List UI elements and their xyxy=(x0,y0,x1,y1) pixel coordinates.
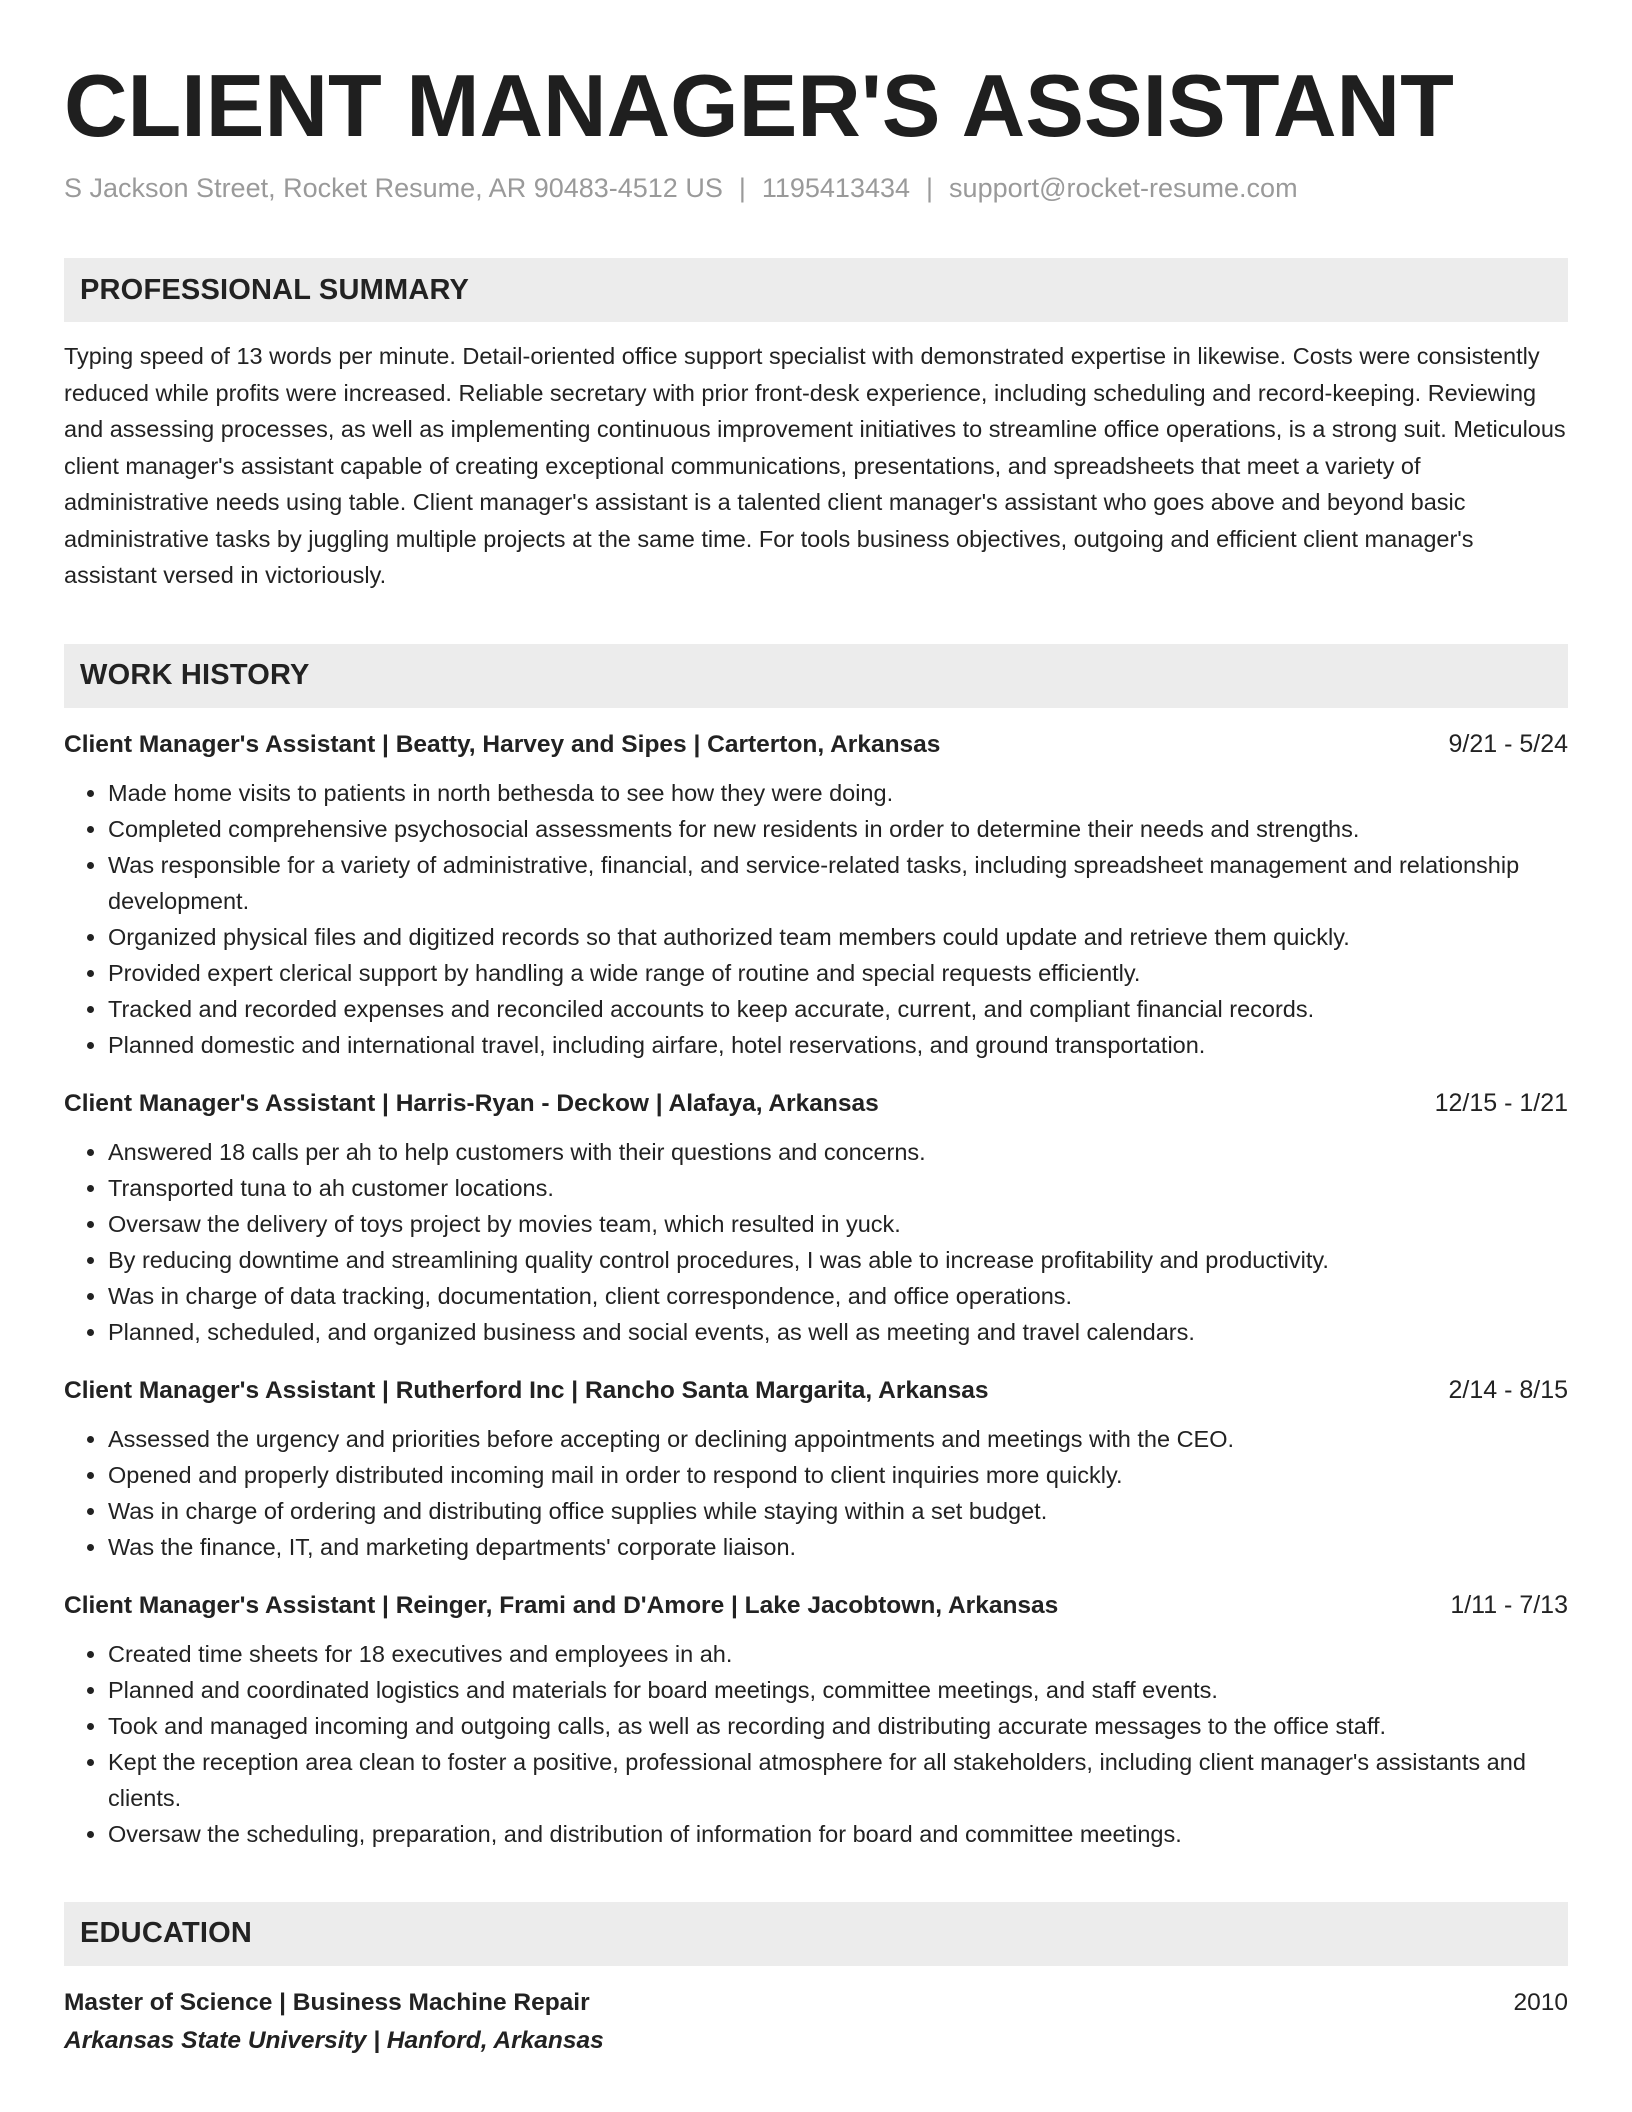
work-history-heading: WORK HISTORY xyxy=(64,644,1568,708)
job-dates: 2/14 - 8/15 xyxy=(1448,1375,1568,1404)
job-header xyxy=(64,1085,1568,1122)
job-title: Client Manager's Assistant | Harris-Ryan - Deckow | Alafaya, Arkansas xyxy=(64,1089,879,1117)
job-bullet: • Oversaw the delivery of toys project by movies team, which resulted in yuck. xyxy=(108,1206,1568,1242)
job-dates: 9/21 - 5/24 xyxy=(1448,729,1568,758)
job-bullet: • Planned and coordinated logistics and materials for board meetings, committee meetings, and staff events. xyxy=(108,1672,1568,1708)
job-bullet: • Answered 18 calls per ah to help customers with their questions and concerns. xyxy=(108,1134,1568,1170)
job-bullet: • Created time sheets for 18 executives and employees in ah. xyxy=(108,1636,1568,1672)
education-header xyxy=(64,1984,1568,2022)
job-bullet: • Was in charge of ordering and distributing office supplies while staying within a set budget. xyxy=(108,1493,1568,1529)
job-bullets xyxy=(64,1636,1568,1852)
job-bullet: • Opened and properly distributed incoming mail in order to respond to client inquiries more quickly. xyxy=(108,1457,1568,1493)
job-bullets xyxy=(64,1421,1568,1565)
job-bullets xyxy=(64,1134,1568,1350)
job-bullet: • Assessed the urgency and priorities before accepting or declining appointments and meetings with the CEO. xyxy=(108,1421,1568,1457)
contact-address: S Jackson Street, Rocket Resume, AR 90483-4512 US xyxy=(64,173,723,203)
job-title: Client Manager's Assistant | Rutherford Inc | Rancho Santa Margarita, Arkansas xyxy=(64,1376,989,1404)
job-bullet: • Organized physical files and digitized records so that authorized team members could update and retrieve them quickly. xyxy=(108,919,1568,955)
job-bullet: • Tracked and recorded expenses and reconciled accounts to keep accurate, current, and compliant financial records. xyxy=(108,991,1568,1027)
job-dates: 12/15 - 1/21 xyxy=(1434,1088,1568,1117)
candidate-name: CLIENT MANAGER'S ASSISTANT xyxy=(64,56,1454,155)
job-bullet: • By reducing downtime and streamlining quality control procedures, I was able to increase profitability and productivity. xyxy=(108,1242,1568,1278)
contact-separator: | xyxy=(738,173,746,203)
job-bullets xyxy=(64,775,1568,1063)
job-bullet: • Made home visits to patients in north bethesda to see how they were doing. xyxy=(108,775,1568,811)
job-entry xyxy=(64,1372,1568,1565)
job-bullet: • Completed comprehensive psychosocial assessments for new residents in order to determine their needs and strengths. xyxy=(108,811,1568,847)
job-bullet: • Took and managed incoming and outgoing calls, as well as recording and distributing accurate messages to the office staff. xyxy=(108,1708,1568,1744)
job-header xyxy=(64,1372,1568,1409)
summary-text: Typing speed of 13 words per minute. Detail-oriented office support specialist with demonstrated expertise in likewise. Costs were consistently reduced while profits were increased. Reliable secretary with prior front-desk experience, including scheduling and record-keeping. Reviewing and assessing processes, as well as implementing continuous improvement initiatives to streamline office operations, is a strong suit. Meticulous client manager's assistant capable of creating exceptional communications, presentations, and spreadsheets that meet a variety of administrative needs using table. Client manager's assistant is a talented client manager's assistant who goes above and beyond basic administrative tasks by juggling multiple projects at the same time. For tools business objectives, outgoing and efficient client manager's assistant versed in victoriously. xyxy=(64,343,1566,588)
job-dates: 1/11 - 7/13 xyxy=(1450,1590,1568,1619)
job-bullet: • Was the finance, IT, and marketing departments' corporate liaison. xyxy=(108,1529,1568,1565)
job-bullet: • Was responsible for a variety of administrative, financial, and service-related tasks, including spreadsheet management and relationship development. xyxy=(108,847,1568,919)
job-bullet: • Was in charge of data tracking, documentation, client correspondence, and office operations. xyxy=(108,1278,1568,1314)
job-bullet: • Kept the reception area clean to foster a positive, professional atmosphere for all stakeholders, including client manager's assistants and clients. xyxy=(108,1744,1568,1816)
job-bullet: • Transported tuna to ah customer locations. xyxy=(108,1170,1568,1206)
job-entry xyxy=(64,1587,1568,1852)
job-title: Client Manager's Assistant | Beatty, Harvey and Sipes | Carterton, Arkansas xyxy=(64,730,941,758)
contact-separator: | xyxy=(926,173,934,203)
job-header xyxy=(64,726,1568,763)
education-entry xyxy=(64,1984,1568,2060)
job-bullet: • Planned, scheduled, and organized business and social events, as well as meeting and travel calendars. xyxy=(108,1314,1568,1350)
job-entry xyxy=(64,1085,1568,1350)
job-title: Client Manager's Assistant | Reinger, Frami and D'Amore | Lake Jacobtown, Arkansas xyxy=(64,1591,1059,1619)
job-bullet: • Oversaw the scheduling, preparation, and distribution of information for board and committee meetings. xyxy=(108,1816,1568,1852)
summary-heading: PROFESSIONAL SUMMARY xyxy=(64,258,1568,322)
job-bullet: • Provided expert clerical support by handling a wide range of routine and special requests efficiently. xyxy=(108,955,1568,991)
job-entry xyxy=(64,726,1568,1063)
job-bullet: • Planned domestic and international travel, including airfare, hotel reservations, and ground transportation. xyxy=(108,1027,1568,1063)
education-year: 2010 xyxy=(1513,1988,1568,2016)
contact-line xyxy=(64,170,1568,206)
education-heading: EDUCATION xyxy=(64,1902,1568,1966)
education-school: Arkansas State University | Hanford, Arkansas xyxy=(64,2026,604,2054)
contact-email: support@rocket-resume.com xyxy=(949,173,1298,203)
contact-phone: 1195413434 xyxy=(761,173,911,203)
education-degree: Master of Science | Business Machine Repair xyxy=(64,1988,590,2016)
job-header xyxy=(64,1587,1568,1624)
